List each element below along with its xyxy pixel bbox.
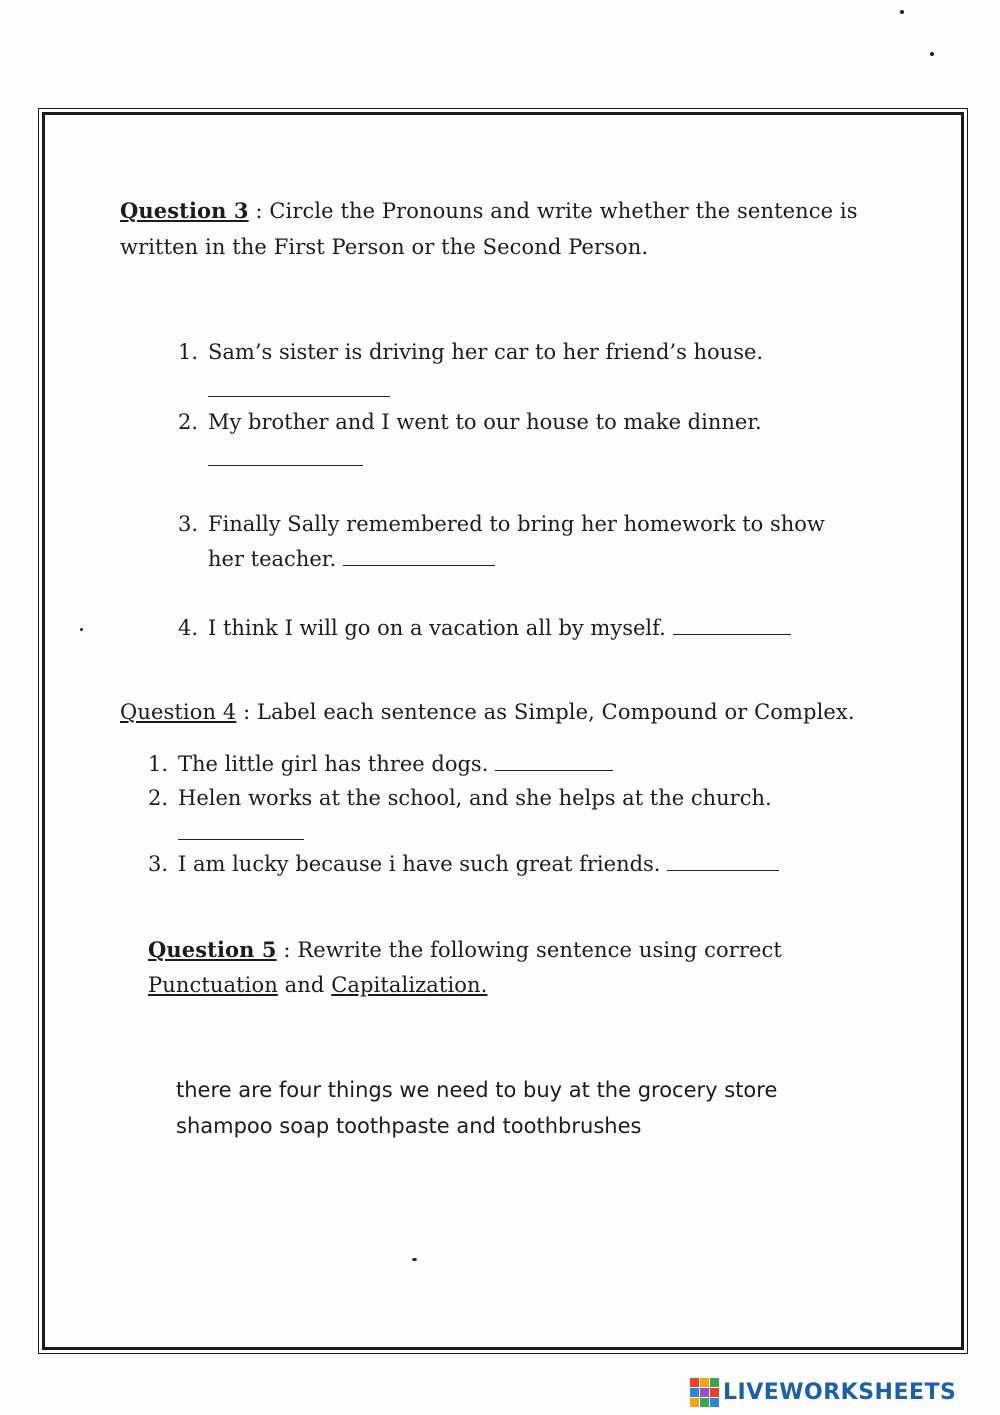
logo-tile (690, 1378, 699, 1387)
list-item-continuation (208, 547, 495, 571)
answer-blank[interactable] (673, 633, 791, 635)
question-4-intro: : Label each sentence as Simple, Compound or Complex. (236, 700, 855, 724)
list-item (178, 616, 791, 640)
list-item (148, 786, 772, 810)
item-text: The little girl has three dogs. (178, 752, 489, 776)
brand-name: LIVEWORKSHEETS (723, 1379, 957, 1405)
question-5-label: Question 5 (148, 937, 277, 962)
list-item (148, 852, 779, 876)
word-punctuation: Punctuation (148, 973, 278, 997)
logo-tile (700, 1378, 709, 1387)
logo-tile (690, 1388, 699, 1397)
item-number: 3. (178, 512, 199, 536)
answer-blank[interactable] (343, 564, 495, 566)
list-item (148, 752, 613, 776)
item-number: 1. (178, 340, 199, 364)
task-line-2: shampoo soap toothpaste and toothbrushes (176, 1114, 642, 1138)
item-text: I think I will go on a vacation all by myself. (208, 616, 666, 640)
logo-tile (700, 1388, 709, 1397)
logo-tile (710, 1378, 719, 1387)
liveworksheets-footer (690, 1376, 956, 1408)
question-4-heading (120, 700, 855, 724)
word-capitalization: Capitalization. (331, 973, 488, 997)
scan-speck (412, 1258, 417, 1261)
logo-tile (710, 1388, 719, 1397)
scan-speck (900, 10, 904, 14)
list-item (178, 410, 762, 434)
answer-blank[interactable] (178, 839, 304, 840)
question-5-intro-line2 (148, 973, 487, 997)
item-text: My brother and I went to our house to make dinner. (208, 410, 762, 434)
item-text: Finally Sally remembered to bring her homework to show (208, 512, 825, 536)
item-text: her teacher. (208, 547, 337, 571)
question-5-intro-line1: : Rewrite the following sentence using correct (276, 938, 782, 962)
liveworksheets-logo-icon (690, 1378, 719, 1407)
answer-blank[interactable] (667, 869, 779, 871)
item-number: 3. (148, 852, 169, 876)
scan-speck (930, 52, 934, 56)
item-text: I am lucky because i have such great friends. (178, 852, 661, 876)
logo-tile (700, 1398, 709, 1407)
item-text: Sam’s sister is driving her car to her friend’s house. (208, 340, 764, 364)
item-number: 4. (178, 616, 199, 640)
answer-blank[interactable] (495, 769, 613, 771)
item-number: 2. (148, 786, 169, 810)
scan-speck (80, 628, 83, 631)
item-text: Helen works at the school, and she helps at the church. (178, 786, 772, 810)
question-4-label: Question 4 (120, 700, 237, 724)
answer-blank[interactable] (208, 396, 390, 397)
worksheet-border (42, 112, 964, 1350)
question-3-intro-line1: : Circle the Pronouns and write whether the sentence is (248, 199, 858, 223)
answer-blank[interactable] (208, 465, 363, 466)
list-item (178, 512, 825, 536)
question-5-heading (148, 937, 782, 962)
logo-tile (690, 1398, 699, 1407)
list-item (178, 340, 763, 364)
task-line-1: there are four things we need to buy at the grocery store (176, 1078, 778, 1102)
question-3-intro-line2: written in the First Person or the Second Person. (120, 235, 649, 259)
item-number: 1. (148, 752, 169, 776)
word-and: and (277, 973, 332, 997)
question-3-heading (120, 198, 858, 223)
question-3-label: Question 3 (120, 198, 249, 223)
logo-tile (710, 1398, 719, 1407)
item-number: 2. (178, 410, 199, 434)
